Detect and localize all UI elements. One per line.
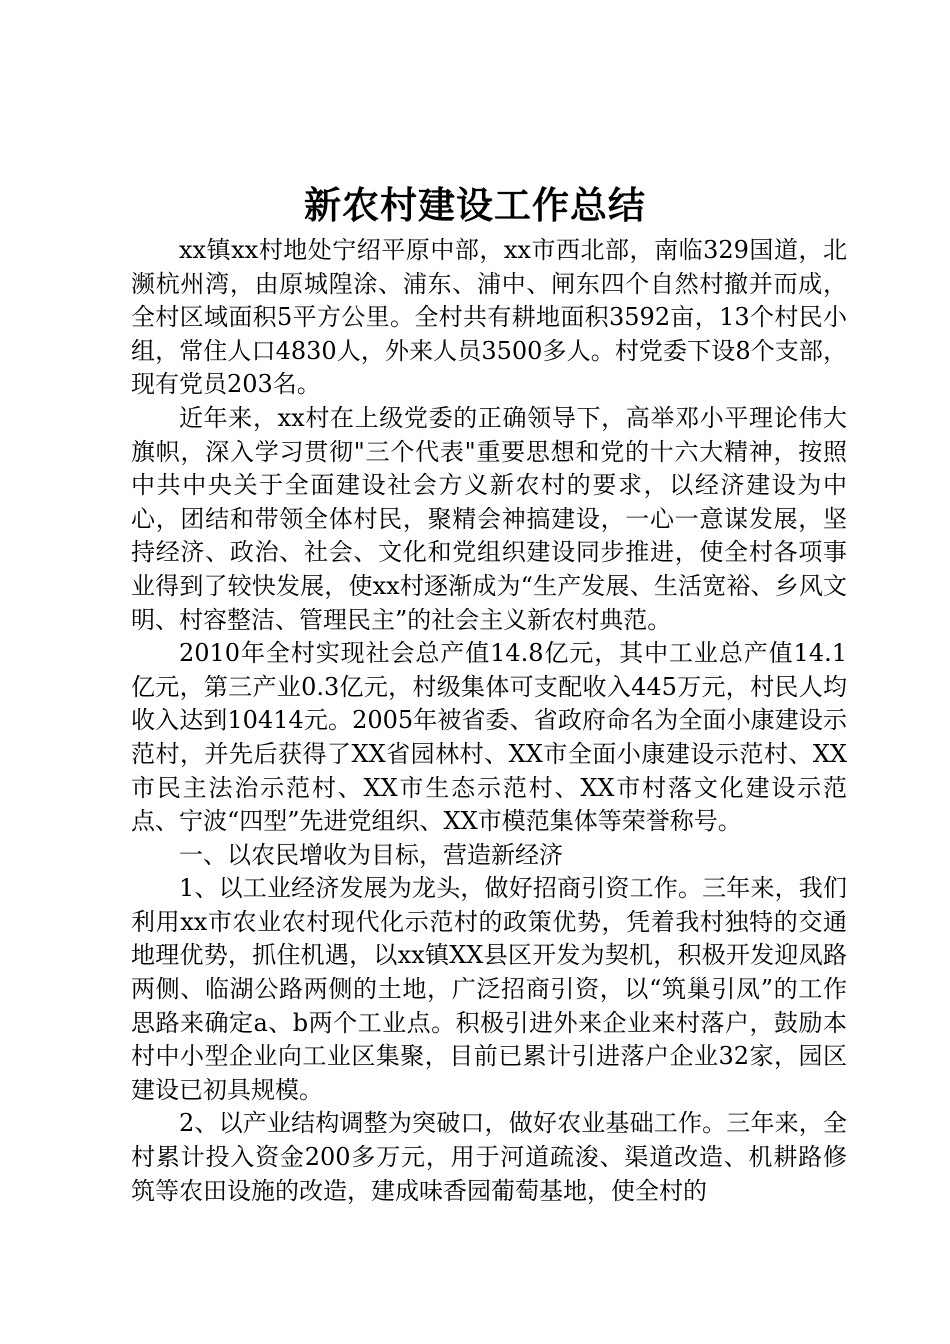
- paragraph-3: 2010年全村实现社会总产值14.8亿元，其中工业总产值14.1亿元，第三产业0.3亿元，村级集体可支配收入445万元，村民人均收入达到10414元。2005年被省委、省政府命名为全面小康建设示范村，并先后获得了XX省园林村、XX市全面小康建设示范村、XX市民主法治示范村、XX市生态示范村、XX市村落文化建设示范点、宁波“四型”先进党组织、XX市模范集体等荣誉称号。: [131, 639, 847, 836]
- document-body: [131, 234, 847, 1208]
- document-title: 新农村建设工作总结: [304, 184, 646, 227]
- section-heading: 一、以农民增收为目标，营造新经济: [179, 840, 563, 869]
- paragraph-5: 2、以产业结构调整为突破口，做好农业基础工作。三年来，全村累计投入资金200多万元，用于河道疏浚、渠道改造、机耕路修筑等农田设施的改造，建成味香园葡萄基地，使全村的: [131, 1109, 847, 1205]
- paragraph-2: 近年来，xx村在上级党委的正确领导下，高举邓小平理论伟大旗帜，深入学习贯彻"三个代表"重要思想和党的十六大精神，按照中共中央关于全面建设社会方义新农村的要求，以经济建设为中心，团结和带领全体村民，聚精会神搞建设，一心一意谋发展，坚持经济、政治、社会、文化和党组织建设同步推进，使全村各项事业得到了较快发展，使xx村逐渐成为“生产发展、生活宽裕、乡风文明、村容整洁、管理民主”的社会主义新农村典范。: [131, 403, 847, 634]
- paragraph-1: xx镇xx村地处宁绍平原中部，xx市西北部，南临329国道，北濒杭州湾，由原城隍涂、浦东、浦中、闸东四个自然村撤并而成，全村区域面积5平方公里。全村共有耕地面积3592亩，13个村民小组，常住人口4830人，外来人员3500多人。村党委下设8个支部，现有党员203名。: [131, 236, 847, 399]
- paragraph-4: 1、以工业经济发展为龙头，做好招商引资工作。三年来，我们利用xx市农业农村现代化示范村的政策优势，凭着我村独特的交通地理优势，抓住机遇，以xx镇XX县区开发为契机，积极开发迎凤路两侧、临湖公路两侧的土地，广泛招商引资，以“筑巢引凤”的工作思路来确定a、b两个工业点。积极引进外来企业来村落户，鼓励本村中小型企业向工业区集聚，目前已累计引进落户企业32家，园区建设已初具规模。: [131, 874, 847, 1104]
